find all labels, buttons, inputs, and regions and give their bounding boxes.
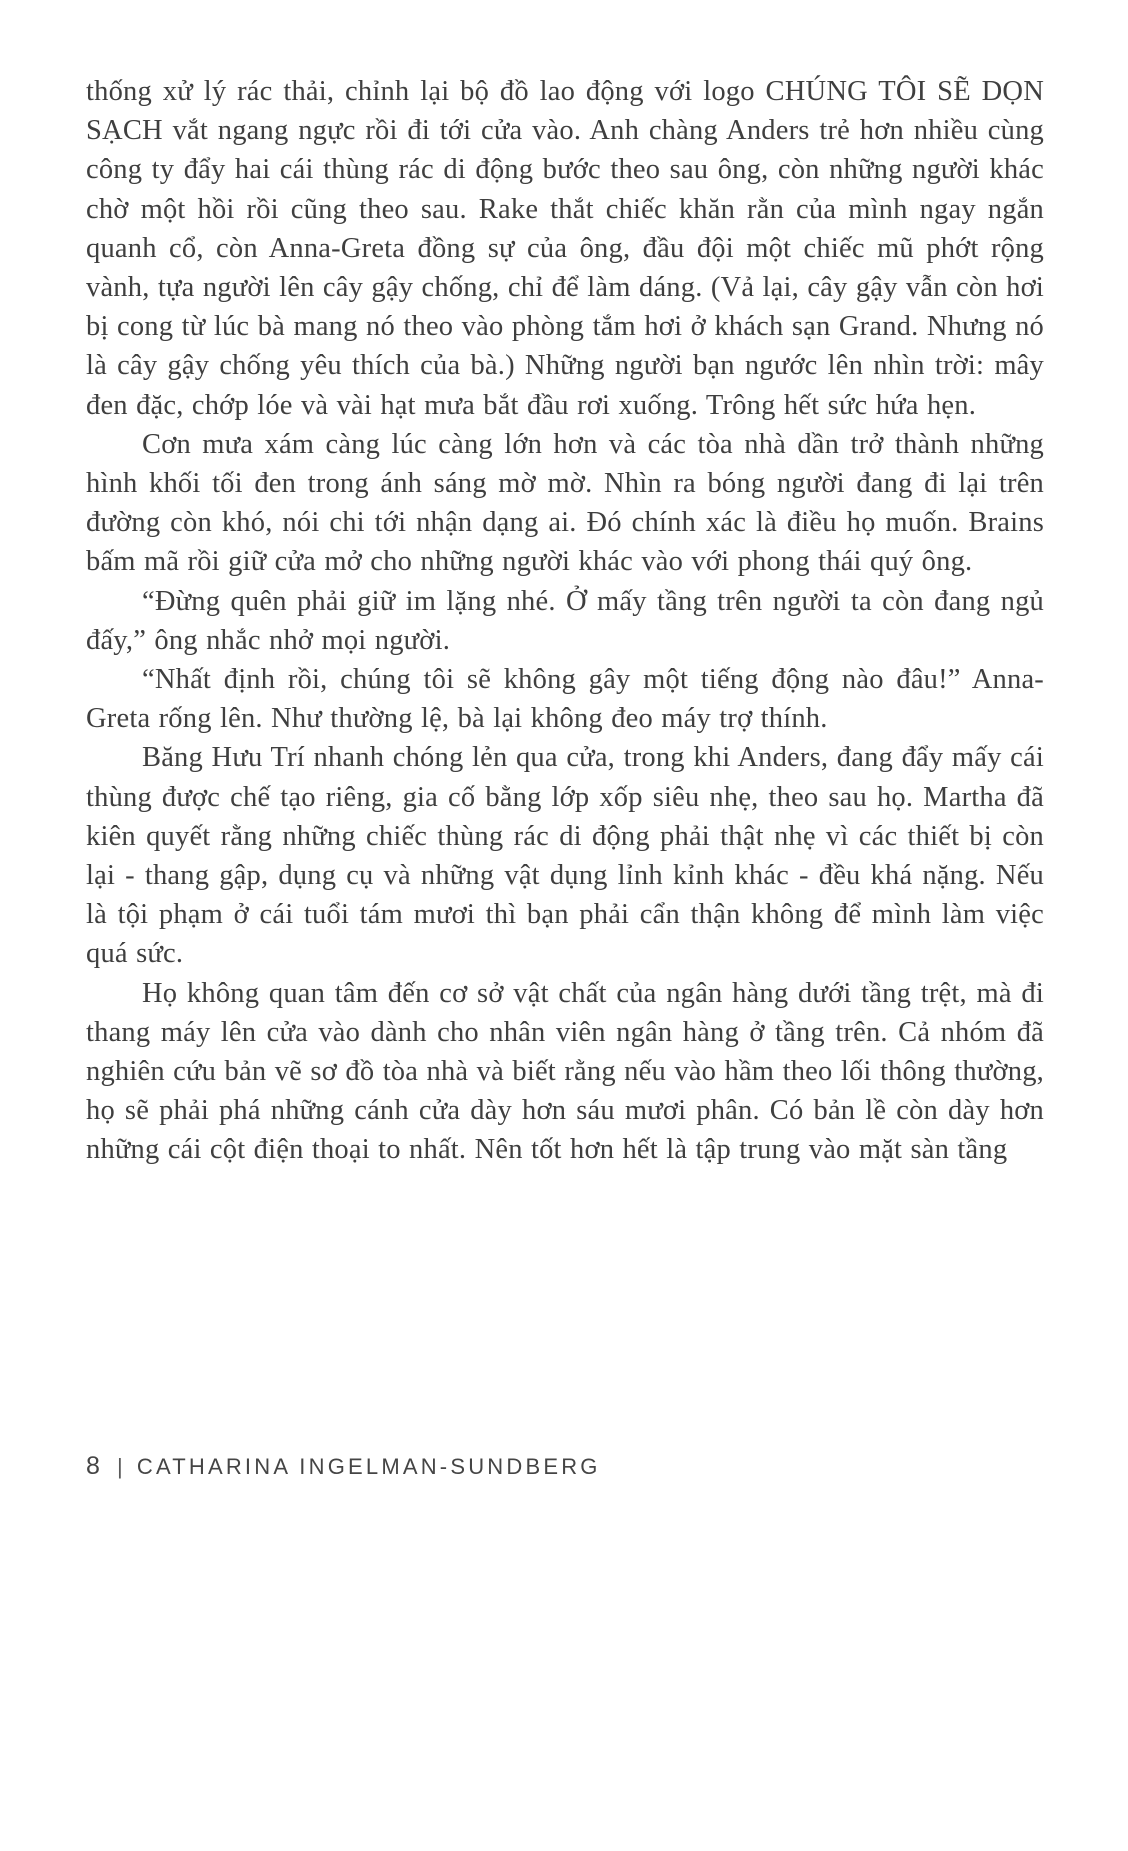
page-number: 8 <box>86 1452 101 1480</box>
paragraph: Cơn mưa xám càng lúc càng lớn hơn và các tòa nhà dần trở thành những hình khối tối đen trong ánh sáng mờ mờ. Nhìn ra bóng người đang đi lại trên đường còn khó, nói chi tới nhận dạng ai. Đó chính xác là điều họ muốn. Brains bấm mã rồi giữ cửa mở cho những người khác vào với phong thái quý ông. <box>86 428 1044 578</box>
paragraph: Băng Hưu Trí nhanh chóng lẻn qua cửa, trong khi Anders, đang đẩy mấy cái thùng được chế tạo riêng, gia cố bằng lớp xốp siêu nhẹ, theo sau họ. Martha đã kiên quyết rằng những chiếc thùng rác di động phải thật nhẹ vì các thiết bị còn lại - thang gập, dụng cụ và những vật dụng lỉnh kỉnh khác - đều khá nặng. Nếu là tội phạm ở cái tuổi tám mươi thì bạn phải cẩn thận không để mình làm việc quá sức. <box>86 742 1044 970</box>
paragraph: “Nhất định rồi, chúng tôi sẽ không gây một tiếng động nào đâu!” Anna-Greta rống lên. Như thường lệ, bà lại không đeo máy trợ thính. <box>86 664 1044 735</box>
paragraph: Họ không quan tâm đến cơ sở vật chất của ngân hàng dưới tầng trệt, mà đi thang máy lên cửa vào dành cho nhân viên ngân hàng ở tầng trên. Cả nhóm đã nghiên cứu bản vẽ sơ đồ tòa nhà và biết rằng nếu vào hầm theo lối thông thường, họ sẽ phải phá những cánh cửa dày hơn sáu mươi phân. Có bản lề còn dày hơn những cái cột điện thoại to nhất. Nên tốt hơn hết là tập trung vào mặt sàn tầng <box>86 977 1044 1166</box>
body-text <box>86 72 1044 1170</box>
paragraph: thống xử lý rác thải, chỉnh lại bộ đồ lao động với logo CHÚNG TÔI SẼ DỌN SẠCH vắt ngang ngực rồi đi tới cửa vào. Anh chàng Anders trẻ hơn nhiều cùng công ty đẩy hai cái thùng rác di động bước theo sau ông, còn những người khác chờ một hồi rồi cũng theo sau. Rake thắt chiếc khăn rằn của mình ngay ngắn quanh cổ, còn Anna-Greta đồng sự của ông, đầu đội một chiếc mũ phớt rộng vành, tựa người lên cây gậy chống, chỉ để làm dáng. (Vả lại, cây gậy vẫn còn hơi bị cong từ lúc bà mang nó theo vào phòng tắm hơi ở khách sạn Grand. Nhưng nó là cây gậy chống yêu thích của bà.) Những người bạn ngước lên nhìn trời: mây đen đặc, chớp lóe và vài hạt mưa bắt đầu rơi xuống. Trông hết sức hứa hẹn. <box>86 76 1044 421</box>
paragraph: “Đừng quên phải giữ im lặng nhé. Ở mấy tầng trên người ta còn đang ngủ đấy,” ông nhắc nhở mọi người. <box>86 585 1044 656</box>
page-footer <box>86 1452 601 1481</box>
book-author: CATHARINA INGELMAN-SUNDBERG <box>136 1453 601 1479</box>
footer-divider-icon: | <box>117 1453 123 1479</box>
